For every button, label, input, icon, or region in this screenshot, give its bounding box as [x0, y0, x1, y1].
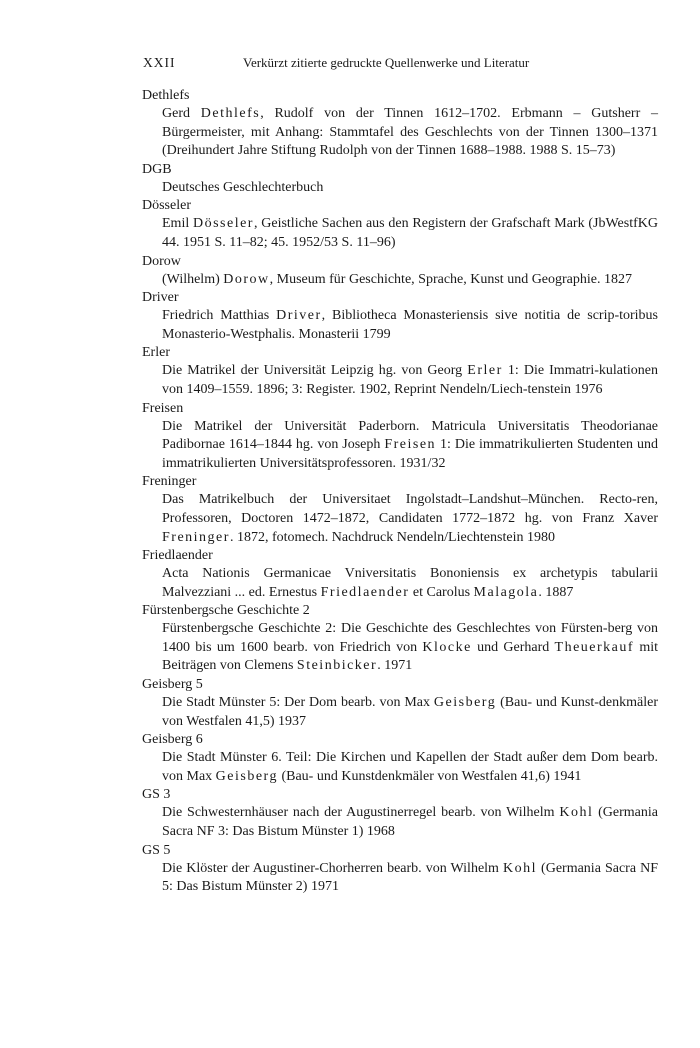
bibliography-entry	[142, 253, 658, 290]
bibliography-entry	[142, 87, 658, 161]
entry-key: DGB	[142, 161, 172, 177]
bibliography-entry	[142, 344, 658, 399]
entry-key: Freninger	[142, 474, 197, 490]
entry-citation: Deutsches Geschlechterbuch	[162, 179, 324, 195]
page-header	[143, 55, 658, 73]
bibliography-entry	[142, 731, 658, 786]
bibliography-entry	[142, 547, 658, 602]
bibliography-entry	[142, 676, 658, 731]
bibliography-entry	[142, 786, 658, 841]
author-name: Kohl	[503, 860, 537, 876]
entry-key: Freisen	[142, 400, 184, 416]
author-name: Dösseler	[192, 216, 254, 232]
entry-citation: Die Stadt Münster 5: Der Dom bearb. von Max Geisberg (Bau- und Kunst-denkmäler von Westfalen 41,5) 1937	[162, 695, 658, 729]
author-name: Klocke	[422, 639, 472, 655]
author-name: Driver	[276, 308, 322, 324]
author-name: Erler	[467, 363, 503, 379]
author-name: Theuerkauf	[554, 639, 635, 655]
bibliography-entry	[142, 197, 658, 252]
bibliography-entry	[142, 473, 658, 547]
author-name: Malagola	[473, 584, 539, 600]
entry-citation: Gerd Dethlefs, Rudolf von der Tinnen 1612–1702. Erbmann – Gutsherr – Bürgermeister, mit Anhang: Stammtafel des Geschlechts von der Tinnen 1300–1371 (Dreihundert Jahre Stiftung Rudolph von der Tinnen 1688–1988. 1988 S. 15–73)	[162, 106, 658, 159]
running-title: Verkürzt zitierte gedruckte Quellenwerke und Literatur	[243, 55, 530, 70]
bibliography-list	[142, 87, 658, 897]
entry-key: GS 3	[142, 787, 171, 803]
entry-key: Erler	[142, 345, 170, 361]
bibliography-entry	[142, 602, 658, 676]
entry-key: GS 5	[142, 842, 171, 858]
entry-key: Friedlaender	[142, 548, 213, 564]
entry-citation: Die Klöster der Augustiner-Chorherren bearb. von Wilhelm Kohl (Germania Sacra NF 5: Das Bistum Münster 2) 1971	[162, 860, 658, 895]
entry-key: Dethlefs	[142, 88, 190, 103]
entry-citation: Die Stadt Münster 6. Teil: Die Kirchen und Kapellen der Stadt außer dem Dom bearb. von Max Geisberg (Bau- und Kunstdenkmäler von Westfalen 41,6) 1941	[162, 750, 658, 784]
page-number: XXII	[143, 55, 176, 70]
entry-citation: Die Schwesternhäuser nach der Augustinerregel bearb. von Wilhelm Kohl (Germania Sacra NF 3: Das Bistum Münster 1) 1968	[162, 805, 659, 840]
author-name: Kohl	[559, 805, 594, 821]
entry-citation: Die Matrikel der Universität Paderborn. Matricula Universitatis Theodorianae Padibornae 1614–1844 hg. von Joseph Freisen 1: Die immatrikulierten Studenten und immatrikulierten Universitätsprofessoren. 1931/32	[162, 418, 658, 471]
entry-citation: Fürstenbergsche Geschichte 2: Die Geschichte des Geschlechtes von Fürsten-berg von 1400 bis um 1600 bearb. von Friedrich von Klocke und Gerhard Theuerkauf mit Beiträgen von Clemens Steinbicker. 1971	[162, 621, 658, 674]
bibliography-entry	[142, 161, 658, 198]
author-name: Geisberg	[215, 768, 278, 784]
entry-key: Geisberg 5	[142, 677, 203, 693]
entry-citation: Friedrich Matthias Driver, Bibliotheca Monasteriensis sive notitia de scrip-toribus Monasterio-Westphalis. Monasterii 1799	[162, 308, 659, 342]
entry-key: Dorow	[142, 253, 181, 269]
entry-key: Geisberg 6	[142, 732, 203, 748]
entry-key: Fürstenbergsche Geschichte 2	[142, 603, 310, 619]
author-name: Friedlaender	[320, 584, 410, 600]
author-name: Dethlefs	[200, 106, 261, 121]
bibliography-entry	[142, 842, 658, 897]
entry-citation: Emil Dösseler, Geistliche Sachen aus den Registern der Grafschaft Mark (JbWestfKG 44. 1951 S. 11–82; 45. 1952/53 S. 11–96)	[162, 216, 658, 250]
entry-key: Dösseler	[142, 198, 191, 214]
bibliography-entry	[142, 400, 658, 474]
bibliography-entry	[142, 289, 658, 344]
entry-citation: Die Matrikel der Universität Leipzig hg. von Georg Erler 1: Die Immatri-kulationen von 1409–1559. 1896; 3: Register. 1902, Reprint Nendeln/Liech-tenstein 1976	[162, 363, 658, 397]
entry-citation: Das Matrikelbuch der Universitaet Ingolstadt–Landshut–München. Recto-ren, Professoren, Doctoren 1472–1872, Candidaten 1772–1872 hg. von Franz Xaver Freninger. 1872, fotomech. Nachdruck Nendeln/Liechtenstein 1980	[162, 492, 658, 545]
entry-key: Driver	[142, 290, 179, 306]
author-name: Geisberg	[433, 695, 497, 711]
entry-citation: Acta Nationis Germanicae Vniversitatis Bononiensis ex archetypis tabularii Malvezziani ... ed. Ernestus Friedlaender et Carolus Malagola. 1887	[162, 566, 658, 600]
entry-citation: (Wilhelm) Dorow, Museum für Geschichte, Sprache, Kunst und Geographie. 1827	[162, 271, 632, 287]
author-name: Steinbicker	[296, 658, 378, 674]
author-name: Freisen	[384, 437, 437, 453]
author-name: Freninger	[162, 529, 230, 545]
author-name: Dorow	[223, 271, 270, 287]
